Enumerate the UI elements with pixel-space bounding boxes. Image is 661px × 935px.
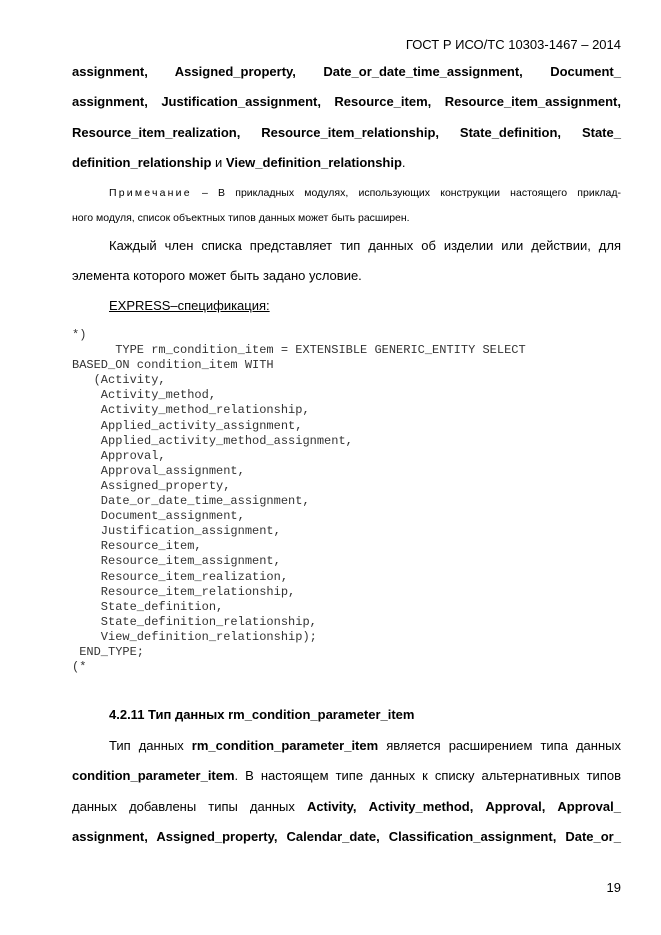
page-number: 19: [606, 880, 621, 895]
term: Assigned_property,: [174, 64, 296, 79]
note-text: – В прикладных модулях, использующих конструкции настоящего приклад-: [191, 187, 621, 199]
term: Classification_assignment,: [388, 829, 557, 844]
text: данных: [249, 799, 295, 814]
section-heading: 4.2.11 Тип данных rm_condition_parameter_item: [109, 707, 415, 722]
text: типы: [208, 799, 238, 814]
term: Assigned_property,: [156, 829, 278, 844]
term: Resource_item,: [334, 94, 432, 109]
para3-line2: [72, 768, 621, 784]
para1-line3: [72, 125, 621, 141]
term: State_definition,: [459, 125, 562, 140]
para3-line4: [72, 829, 621, 845]
term: View_definition_relationship: [225, 155, 402, 170]
text: Тип данных: [109, 738, 192, 753]
para3-line3: [72, 799, 621, 815]
term: rm_condition_parameter_item: [191, 738, 379, 753]
para1-line4: [72, 155, 621, 171]
term: Resource_item_relationship,: [261, 125, 439, 140]
note-line2: ного модуля, список объектных типов данных может быть расширен.: [72, 212, 410, 224]
text: добавлены: [129, 799, 197, 814]
para1-line2: [72, 94, 621, 110]
period: .: [401, 155, 406, 170]
para2-line2: элемента которого может быть задано условие.: [72, 268, 362, 283]
term: Date_or_date_time_assignment,: [323, 64, 523, 79]
term: condition_parameter_item: [72, 768, 235, 783]
term: assignment,: [72, 94, 148, 109]
term: Document_: [550, 64, 621, 79]
conjunction: и: [211, 155, 226, 170]
note-line1: [109, 185, 621, 201]
para3-line1: [109, 738, 621, 754]
term: definition_relationship: [72, 155, 212, 170]
term: Approval,: [485, 799, 546, 814]
term: assignment,: [72, 64, 148, 79]
term: Resource_item_assignment,: [444, 94, 621, 109]
term: assignment,: [72, 829, 148, 844]
express-label: [109, 298, 621, 314]
term: Resource_item_realization,: [72, 125, 241, 140]
term: Date_or_: [565, 829, 621, 844]
note-label: Примечание: [109, 187, 192, 199]
term: Activity,: [306, 799, 357, 814]
term: State_: [581, 125, 621, 140]
text: является расширением типа данных: [378, 738, 621, 753]
text: данных: [72, 799, 118, 814]
term: Approval_: [557, 799, 621, 814]
document-header: ГОСТ Р ИСО/ТС 10303-1467 – 2014: [405, 37, 621, 52]
express-code-block: *) TYPE rm_condition_item = EXTENSIBLE GENERIC_ENTITY SELECT BASED_ON condition_item WITH (Activity, Activity_method, Activity_method_relationship, Applied_activity_assignment, Applied_activity_method_assignment, Approval, Approval_assignment, Assigned_property, Date_or_date_time_assignment, Document_assignment, Justification_assignment, Resource_item, Resource_item_assignment, Resource_item_realization, Resource_item_relationship, State_definition, State_definition_relationship, View_definition_relationship); END_TYPE; (*: [72, 328, 526, 675]
express-label-text: EXPRESS–спецификация:: [109, 298, 270, 313]
term: Activity_method,: [368, 799, 474, 814]
para2-line1: Каждый член списка представляет тип данных об изделии или действии, для: [109, 238, 621, 253]
term: Justification_assignment,: [161, 94, 321, 109]
para1-line1: [72, 64, 621, 80]
term: Calendar_date,: [286, 829, 380, 844]
text: . В настоящем типе данных к списку альтернативных типов: [234, 768, 621, 783]
